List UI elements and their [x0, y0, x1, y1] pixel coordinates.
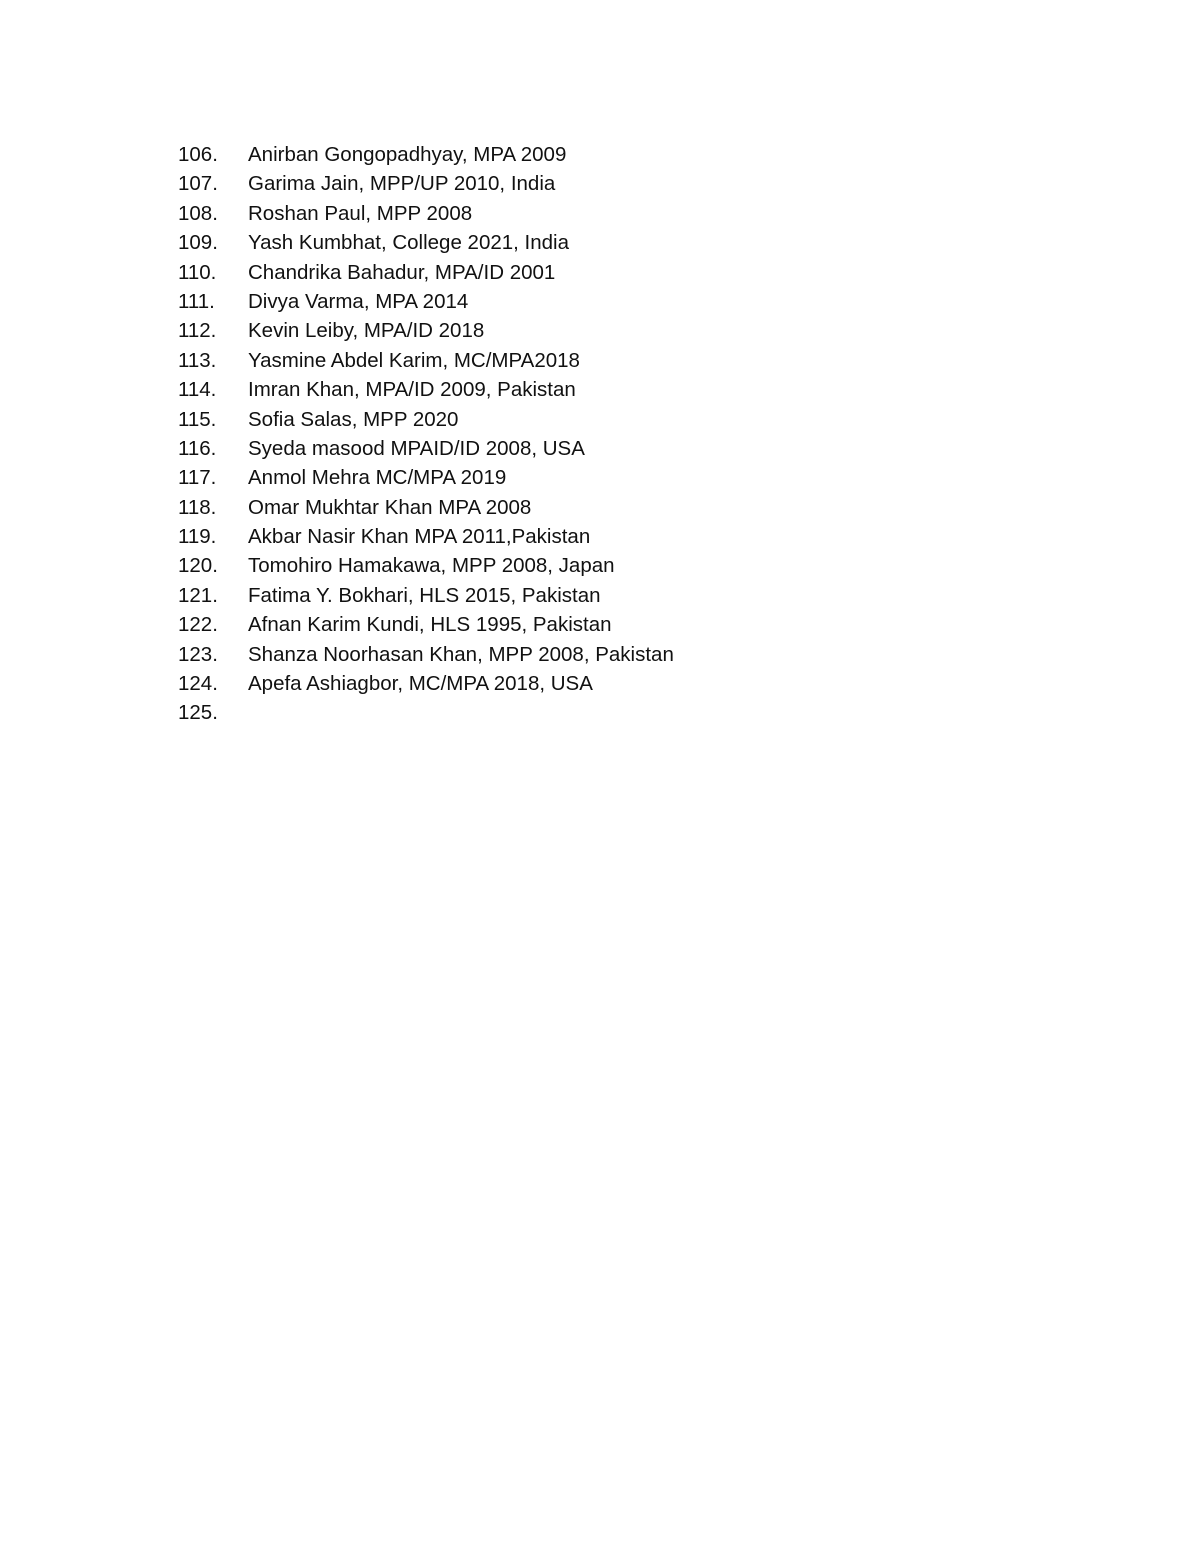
list-item [178, 493, 1078, 522]
item-number: 115. [178, 407, 217, 431]
item-number: 119. [178, 525, 217, 549]
item-text: Tomohiro Hamakawa, MPP 2008, Japan [248, 554, 615, 578]
list-item [178, 581, 1078, 610]
item-text: Anmol Mehra MC/MPA 2019 [248, 466, 507, 490]
list-item [178, 551, 1078, 580]
list-item [178, 434, 1078, 463]
item-text: Garima Jain, MPP/UP 2010, India [248, 172, 556, 196]
item-text: Akbar Nasir Khan MPA 2011,Pakistan [248, 525, 591, 549]
item-number: 114. [178, 378, 217, 402]
list-item [178, 669, 1078, 698]
list-item [178, 316, 1078, 345]
item-number: 117. [178, 466, 217, 490]
list-item [178, 463, 1078, 492]
list-item [178, 228, 1078, 257]
item-text: Chandrika Bahadur, MPA/ID 2001 [248, 260, 556, 284]
list-item [178, 199, 1078, 228]
item-number: 111. [178, 289, 215, 313]
list-item [178, 287, 1078, 316]
list-item [178, 258, 1078, 287]
item-text: Yasmine Abdel Karim, MC/MPA2018 [248, 348, 580, 372]
list-item [178, 375, 1078, 404]
item-number: 109. [178, 231, 218, 255]
item-text: Omar Mukhtar Khan MPA 2008 [248, 495, 532, 519]
item-number: 120. [178, 554, 218, 578]
item-text: Imran Khan, MPA/ID 2009, Pakistan [248, 378, 576, 402]
item-text: Afnan Karim Kundi, HLS 1995, Pakistan [248, 613, 612, 637]
list-item [178, 169, 1078, 198]
list-item [178, 405, 1078, 434]
item-number: 107. [178, 172, 218, 196]
item-number: 110. [178, 260, 217, 284]
item-number: 108. [178, 201, 218, 225]
item-text: Anirban Gongopadhyay, MPA 2009 [248, 143, 567, 166]
item-number: 125. [178, 701, 218, 725]
item-number: 112. [178, 319, 217, 343]
list-item [178, 698, 1078, 727]
list-item [178, 346, 1078, 375]
item-text: Divya Varma, MPA 2014 [248, 289, 469, 313]
item-number: 122. [178, 613, 218, 637]
list-item [178, 640, 1078, 669]
signatory-list [178, 140, 1078, 728]
item-text: Yash Kumbhat, College 2021, India [248, 231, 570, 255]
item-number: 116. [178, 436, 217, 460]
item-number: 113. [178, 348, 217, 372]
item-text: Shanza Noorhasan Khan, MPP 2008, Pakistan [248, 642, 674, 666]
item-number: 123. [178, 642, 218, 666]
item-text: Kevin Leiby, MPA/ID 2018 [248, 319, 485, 343]
item-number: 121. [178, 583, 218, 607]
list-item [178, 140, 1078, 169]
item-text: Syeda masood MPAID/ID 2008, USA [248, 436, 585, 460]
item-number: 106. [178, 143, 218, 166]
list-item [178, 522, 1078, 551]
item-text: Apefa Ashiagbor, MC/MPA 2018, USA [248, 672, 593, 696]
item-number: 118. [178, 495, 217, 519]
item-text: Roshan Paul, MPP 2008 [248, 201, 473, 225]
item-text: Fatima Y. Bokhari, HLS 2015, Pakistan [248, 583, 601, 607]
item-number: 124. [178, 672, 218, 696]
list-item [178, 610, 1078, 639]
item-text: Sofia Salas, MPP 2020 [248, 407, 459, 431]
